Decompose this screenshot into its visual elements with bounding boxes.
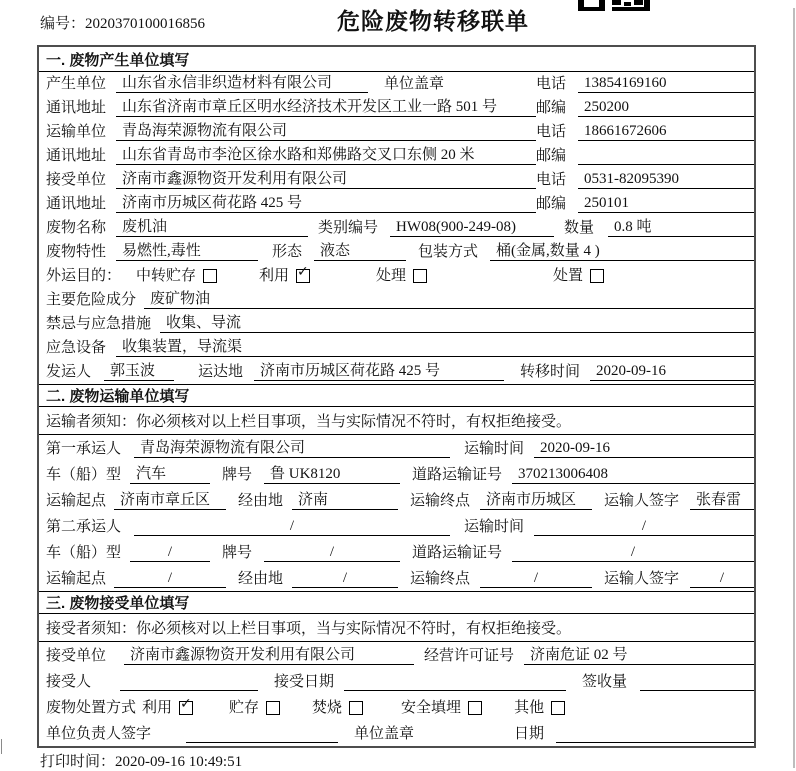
route-via2-value [292, 570, 398, 588]
accept-unit-label: 接受单位 [46, 648, 107, 664]
plate2-label: 牌号 [222, 545, 253, 561]
plate1-value-text: 鲁 UK8120 [270, 466, 341, 482]
license-value-text: 济南危证 02 号 [530, 647, 628, 663]
transporter-address-value-text: 山东省青岛市李沧区徐水路和郑佛路交叉口东侧 20 米 [122, 147, 475, 163]
emergency-measures-label: 禁忌与应急措施 [46, 316, 152, 332]
receiver-unit-value [116, 167, 536, 189]
vehicle-type1-label: 车（船）型 [46, 467, 122, 483]
form-state-value [314, 239, 406, 261]
producer-unit-value-text: 山东省永信非织造材料有限公司 [122, 75, 333, 91]
carrier2-value [134, 518, 450, 536]
date-value [556, 726, 754, 743]
transfer-date-value [590, 363, 754, 381]
route-start2-label: 运输起点 [46, 571, 107, 587]
producer-address-value-text: 山东省济南市章丘区明水经济技术开发区工业一路 501 号 [122, 99, 498, 115]
producer-postcode-label: 邮编 [536, 100, 567, 116]
disposal-other [514, 696, 565, 717]
producer-postcode-value [578, 99, 754, 117]
transporter-address-label: 通讯地址 [46, 148, 107, 164]
accept-person-label: 接受人 [46, 674, 92, 690]
vehicle-type2-value [130, 544, 210, 562]
date-label: 日期 [514, 726, 545, 742]
check-mark-icon: ✓ [297, 264, 309, 280]
license-value [524, 643, 754, 665]
receiver-unit-value-text: 济南市鑫源物资开发利用有限公司 [122, 171, 348, 187]
form-row [39, 96, 754, 120]
receiver-postcode-label: 邮编 [536, 196, 567, 212]
transport-time2-value [534, 518, 754, 536]
form-row [39, 72, 754, 96]
form-row [39, 668, 754, 694]
plate1-label: 牌号 [222, 467, 253, 483]
transfer-date-label: 转移时间 [520, 364, 581, 380]
form-row [39, 435, 754, 461]
purpose-utilize [259, 264, 310, 285]
receiver-address-value [116, 191, 536, 213]
form-row [39, 360, 754, 384]
form-row [39, 192, 754, 216]
plate2-value-text: / [329, 544, 335, 560]
form-row [39, 144, 754, 168]
form-row [39, 694, 754, 720]
carrier-sign2-value [690, 570, 754, 588]
producer-address-label: 通讯地址 [46, 100, 107, 116]
producer-unit-label: 产生单位 [46, 76, 107, 92]
carrier2-label: 第二承运人 [46, 519, 122, 535]
route-start1-value-text: 济南市章丘区 [120, 492, 211, 508]
unit-seal-label: 单位盖章 [384, 76, 445, 92]
receiver-phone-value-text: 0531-82095390 [584, 171, 679, 187]
hazard-component-value-text: 废矿物油 [150, 291, 211, 307]
form-row [39, 336, 754, 360]
transporter-unit-value [116, 119, 536, 141]
checkbox-unchecked [468, 701, 482, 715]
sender-value-text: 郭玉波 [110, 363, 156, 379]
carrier1-value-text: 青岛海荣源物流有限公司 [140, 440, 306, 456]
disposal-storage [229, 696, 280, 717]
transfer-date-value-text: 2020-09-16 [596, 363, 666, 379]
receiver-postcode-value-text: 250101 [584, 195, 629, 211]
emergency-measures-value [160, 311, 754, 333]
emergency-equipment-label: 应急设备 [46, 340, 107, 356]
transport-time2-label: 运输时间 [464, 519, 525, 535]
transfer-purpose-label: 外运目的： [46, 268, 122, 284]
form-row [39, 720, 754, 746]
waste-name-value [116, 215, 308, 237]
carrier-sign1-value-text: 张春雷 [696, 492, 742, 508]
form-row [39, 264, 754, 288]
hazard-component-label: 主要危险成分 [46, 292, 137, 308]
transporter-address-value [116, 143, 536, 165]
form-state-label: 形态 [272, 244, 303, 260]
receiver-address-value-text: 济南市历城区荷花路 425 号 [122, 195, 303, 211]
disposal-landfill [401, 696, 482, 717]
section-header: 一. 废物产生单位填写 [39, 47, 754, 72]
transporter-phone-value [578, 123, 754, 141]
checkbox-unchecked [590, 269, 604, 283]
checkbox-unchecked [203, 269, 217, 283]
packing-label: 包装方式 [418, 244, 479, 260]
disposal-storage-label: 贮存 [229, 700, 260, 716]
serial-label: 编号： [40, 16, 86, 32]
waste-name-label: 废物名称 [46, 220, 107, 236]
purpose-dispose-label: 处置 [553, 268, 584, 284]
quantity-value [608, 215, 754, 237]
sender-label: 发运人 [46, 364, 92, 380]
purpose-dispose [553, 264, 604, 285]
route-end1-value [480, 488, 592, 510]
transporter-unit-value-text: 青岛海荣源物流有限公司 [122, 123, 288, 139]
route-via1-label: 经由地 [238, 493, 284, 509]
plate1-value [264, 462, 400, 484]
form-row [39, 312, 754, 336]
responsible-sign-value [186, 726, 338, 743]
page-edge-mark [1, 739, 2, 754]
accept-unit-value-text: 济南市鑫源物资开发利用有限公司 [130, 647, 356, 663]
carrier1-value [134, 436, 450, 458]
accept-unit-value [124, 643, 414, 665]
serial-number: 2020370100016856 [85, 16, 206, 32]
transport-time1-value-text: 2020-09-16 [540, 440, 610, 456]
route-start2-value [114, 570, 226, 588]
check-mark-icon: ✓ [180, 696, 192, 712]
producer-postcode-value-text: 250200 [584, 99, 629, 115]
page-title: 危险废物转移联单 [337, 8, 529, 34]
form-row [39, 487, 754, 513]
road-permit2-label: 道路运输证号 [412, 545, 503, 561]
form-row [39, 565, 754, 591]
sender-value [104, 359, 174, 381]
checkbox-unchecked [551, 701, 565, 715]
transporter-phone-value-text: 18661672606 [584, 123, 667, 139]
carrier-sign2-label: 运输人签字 [604, 571, 680, 587]
form-row [39, 240, 754, 264]
vehicle-type1-value-text: 汽车 [136, 466, 167, 482]
carrier-sign1-value [690, 488, 754, 510]
accept-date-label: 接受日期 [274, 674, 335, 690]
waste-property-label: 废物特性 [46, 244, 107, 260]
quantity-label: 数量 [564, 220, 595, 236]
packing-value-text: 桶(金属,数量 4 ) [496, 243, 600, 259]
road-permit1-label: 道路运输证号 [412, 467, 503, 483]
purpose-transit-storage [136, 264, 217, 285]
route-via2-value-text: / [342, 570, 348, 586]
checkbox-unchecked [413, 269, 427, 283]
form-row [39, 461, 754, 487]
category-code-label: 类别编号 [318, 220, 379, 236]
emergency-equipment-value [116, 335, 754, 357]
disposal-incinerate-label: 焚烧 [312, 700, 343, 716]
route-end1-label: 运输终点 [410, 493, 471, 509]
road-permit1-value-text: 370213006408 [518, 466, 608, 482]
qr-code-fragment [578, 0, 656, 12]
checkbox-unchecked [266, 701, 280, 715]
destination-value-text: 济南市历城区荷花路 425 号 [260, 363, 441, 379]
checkbox-checked [179, 696, 193, 715]
transporter-postcode-label: 邮编 [536, 148, 567, 164]
waste-property-value [116, 239, 258, 261]
section-header: 三. 废物接受单位填写 [39, 591, 754, 614]
license-label: 经营许可证号 [424, 648, 515, 664]
route-end2-value [480, 570, 592, 588]
producer-phone-value [578, 75, 754, 93]
receiver-phone-label: 电话 [536, 172, 567, 188]
form-row [39, 539, 754, 565]
route-start1-label: 运输起点 [46, 493, 107, 509]
disposal-other-label: 其他 [514, 700, 545, 716]
route-start2-value-text: / [167, 570, 173, 586]
form-row [39, 120, 754, 144]
route-end2-label: 运输终点 [410, 571, 471, 587]
category-code-value-text: HW08(900-249-08) [396, 219, 516, 235]
form-row [39, 168, 754, 192]
quantity-value-text: 0.8 吨 [614, 219, 652, 235]
checkbox-checked [296, 264, 310, 283]
route-via2-label: 经由地 [238, 571, 284, 587]
route-start1-value [114, 488, 226, 510]
hazard-component-value [144, 287, 754, 309]
receiver-address-label: 通讯地址 [46, 196, 107, 212]
accept-date-value [344, 674, 566, 691]
emergency-measures-value-text: 收集、导流 [166, 315, 242, 331]
form-row [39, 288, 754, 312]
road-permit2-value [512, 544, 754, 562]
purpose-treat-label: 处理 [376, 268, 407, 284]
route-via1-value [292, 488, 398, 510]
route-end1-value-text: 济南市历城区 [486, 492, 577, 508]
route-end2-value-text: / [533, 570, 539, 586]
plate2-value [264, 544, 400, 562]
transporter-phone-label: 电话 [536, 124, 567, 140]
emergency-equipment-value-text: 收集装置，导流渠 [122, 339, 243, 355]
vehicle-type1-value [130, 462, 210, 484]
transport-time1-value [534, 440, 754, 458]
route-via1-value-text: 济南 [298, 492, 329, 508]
receiver-phone-value [578, 171, 754, 189]
accept-seal-label: 单位盖章 [354, 726, 415, 742]
form-row [39, 216, 754, 240]
road-permit2-value-text: / [630, 544, 636, 560]
print-time-label: 打印时间： [40, 754, 116, 770]
transport-time2-value-text: / [641, 518, 647, 534]
purpose-transit-storage-label: 中转贮存 [136, 268, 197, 284]
page-edge-line [793, 8, 795, 768]
purpose-utilize-label: 利用 [259, 268, 290, 284]
disposal-utilize [142, 696, 193, 717]
form-state-value-text: 液态 [320, 243, 351, 259]
form-row [39, 642, 754, 668]
disposal-landfill-label: 安全填埋 [401, 700, 462, 716]
section-note: 接受者须知：你必须核对以上栏目事项，当与实际情况不符时，有权拒绝接受。 [39, 614, 754, 642]
producer-phone-value-text: 13854169160 [584, 75, 667, 91]
carrier2-value-text: / [289, 518, 295, 534]
checkbox-unchecked [349, 701, 363, 715]
carrier-sign2-value-text: / [719, 570, 725, 586]
disposal-utilize-label: 利用 [142, 700, 173, 716]
disposal-method-label: 废物处置方式 [46, 700, 137, 716]
carrier1-label: 第一承运人 [46, 441, 122, 457]
accept-person-value [120, 674, 258, 691]
destination-label: 运达地 [198, 364, 244, 380]
producer-address-value [116, 95, 536, 117]
section-note: 运输者须知：你必须核对以上栏目事项，当与实际情况不符时，有权拒绝接受。 [39, 407, 754, 435]
transporter-unit-label: 运输单位 [46, 124, 107, 140]
received-qty-value [640, 674, 754, 691]
vehicle-type2-label: 车（船）型 [46, 545, 122, 561]
producer-unit-value [116, 71, 368, 93]
receiver-unit-label: 接受单位 [46, 172, 107, 188]
packing-value [490, 239, 754, 261]
road-permit1-value [512, 466, 754, 484]
purpose-treat [376, 264, 427, 285]
carrier-sign1-label: 运输人签字 [604, 493, 680, 509]
category-code-value [390, 219, 554, 237]
form-row [39, 513, 754, 539]
transport-time1-label: 运输时间 [464, 441, 525, 457]
producer-phone-label: 电话 [536, 76, 567, 92]
vehicle-type2-value-text: / [167, 544, 173, 560]
waste-name-value-text: 废机油 [122, 219, 168, 235]
section-header: 二. 废物运输单位填写 [39, 384, 754, 407]
print-time-value: 2020-09-16 10:49:51 [115, 754, 243, 770]
received-qty-label: 签收量 [582, 674, 628, 690]
receiver-postcode-value [578, 195, 754, 213]
transporter-postcode-value [578, 148, 754, 165]
destination-value [254, 359, 504, 381]
manifest-form [37, 45, 756, 748]
disposal-incinerate [312, 696, 363, 717]
waste-property-value-text: 易燃性,毒性 [122, 243, 201, 259]
responsible-sign-label: 单位负责人签字 [46, 726, 152, 742]
